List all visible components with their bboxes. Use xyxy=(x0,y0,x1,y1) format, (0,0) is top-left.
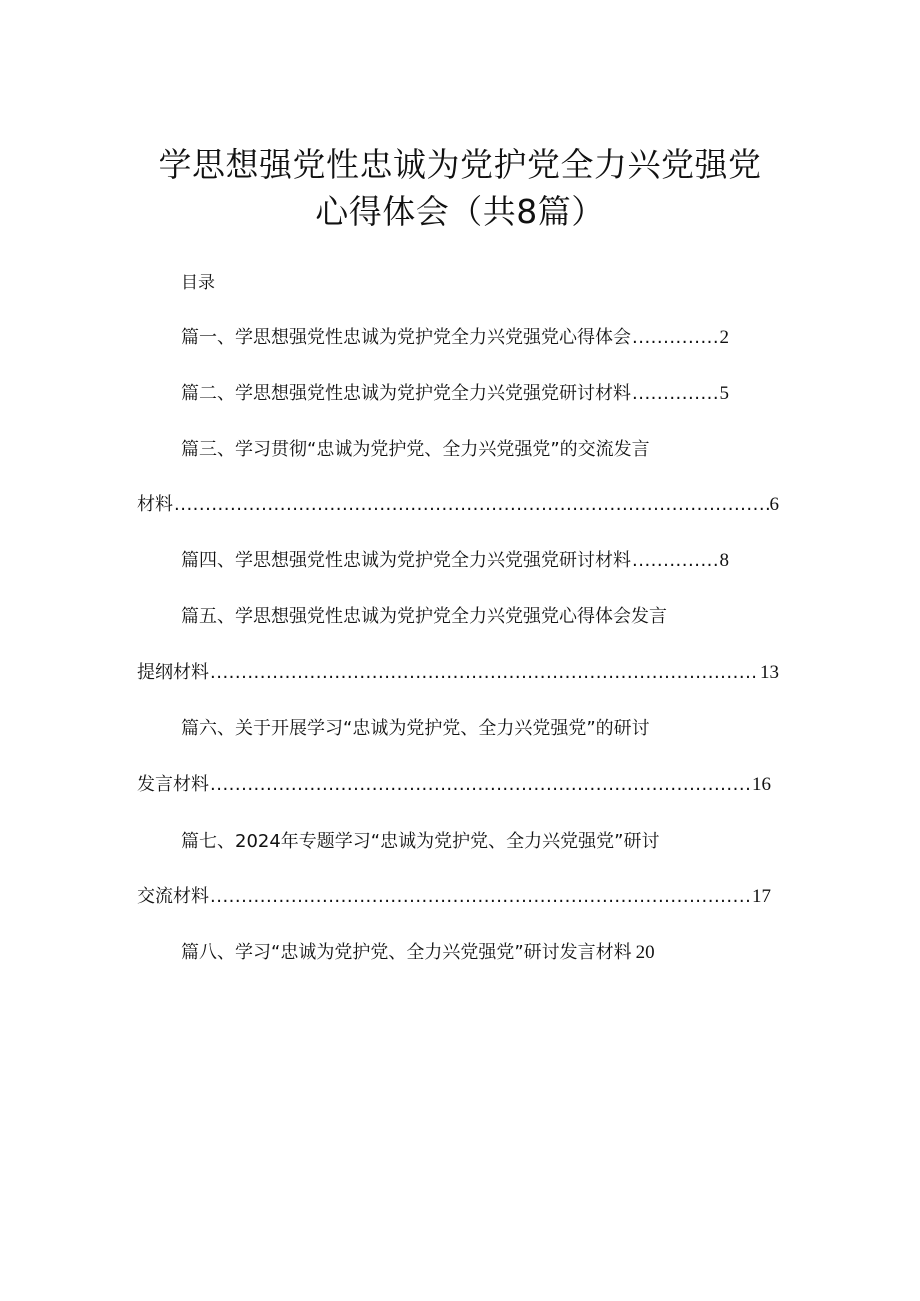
toc-leader-dots xyxy=(210,660,759,686)
toc-leader-dots xyxy=(632,381,719,407)
toc-entry-7-continuation[interactable] xyxy=(137,884,771,910)
toc-entry-6-continuation[interactable] xyxy=(137,772,771,798)
document-title-line-1: 学思想强党性忠诚为党护党全力兴党强党 xyxy=(158,145,762,184)
toc-page-number: 20 xyxy=(635,942,655,963)
toc-entry-text: 提纲材料 xyxy=(137,662,209,683)
toc-page-number: 6 xyxy=(769,494,779,515)
toc-entry-6[interactable]: 篇六、关于开展学习“忠诚为党护党、全力兴党强党”的研讨 xyxy=(181,718,650,739)
toc-entry-text: 篇八、学习“忠诚为党护党、全力兴党强党”研讨发言材料 xyxy=(181,942,632,963)
toc-entry-text: 材料 xyxy=(137,494,173,515)
toc-leader-dots xyxy=(632,548,719,574)
toc-entry-2[interactable] xyxy=(181,381,729,407)
toc-entry-1[interactable] xyxy=(181,325,729,351)
toc-entry-4[interactable] xyxy=(181,548,729,574)
toc-page-number: 16 xyxy=(752,774,771,795)
toc-page-number: 5 xyxy=(719,383,729,404)
toc-entry-text: 发言材料 xyxy=(137,774,209,795)
toc-leader-dots xyxy=(632,325,719,351)
toc-page-number: 13 xyxy=(760,662,779,683)
toc-entry-text: 篇一、学思想强党性忠诚为党护党全力兴党强党心得体会 xyxy=(181,327,631,348)
toc-entry-7[interactable]: 篇七、2024年专题学习“忠诚为党护党、全力兴党强党”研讨 xyxy=(181,831,660,852)
toc-heading: 目录 xyxy=(181,273,215,293)
toc-leader-dots xyxy=(210,772,751,798)
document-title-line-2: 心得体会（共8篇） xyxy=(315,192,605,231)
toc-entry-8[interactable] xyxy=(181,940,655,966)
toc-entry-text: 篇四、学思想强党性忠诚为党护党全力兴党强党研讨材料 xyxy=(181,550,631,571)
toc-page-number: 2 xyxy=(719,327,729,348)
toc-entry-3-continuation[interactable] xyxy=(137,492,779,518)
toc-page-number: 17 xyxy=(752,886,771,907)
toc-leader-dots xyxy=(174,492,769,518)
toc-entry-3[interactable]: 篇三、学习贯彻“忠诚为党护党、全力兴党强党”的交流发言 xyxy=(181,439,650,460)
toc-leader-dots xyxy=(210,884,751,910)
toc-entry-text: 篇二、学思想强党性忠诚为党护党全力兴党强党研讨材料 xyxy=(181,383,631,404)
toc-entry-5[interactable]: 篇五、学思想强党性忠诚为党护党全力兴党强党心得体会发言 xyxy=(181,606,667,627)
toc-page-number: 8 xyxy=(719,550,729,571)
toc-entry-5-continuation[interactable] xyxy=(137,660,779,686)
toc-entry-text: 交流材料 xyxy=(137,886,209,907)
